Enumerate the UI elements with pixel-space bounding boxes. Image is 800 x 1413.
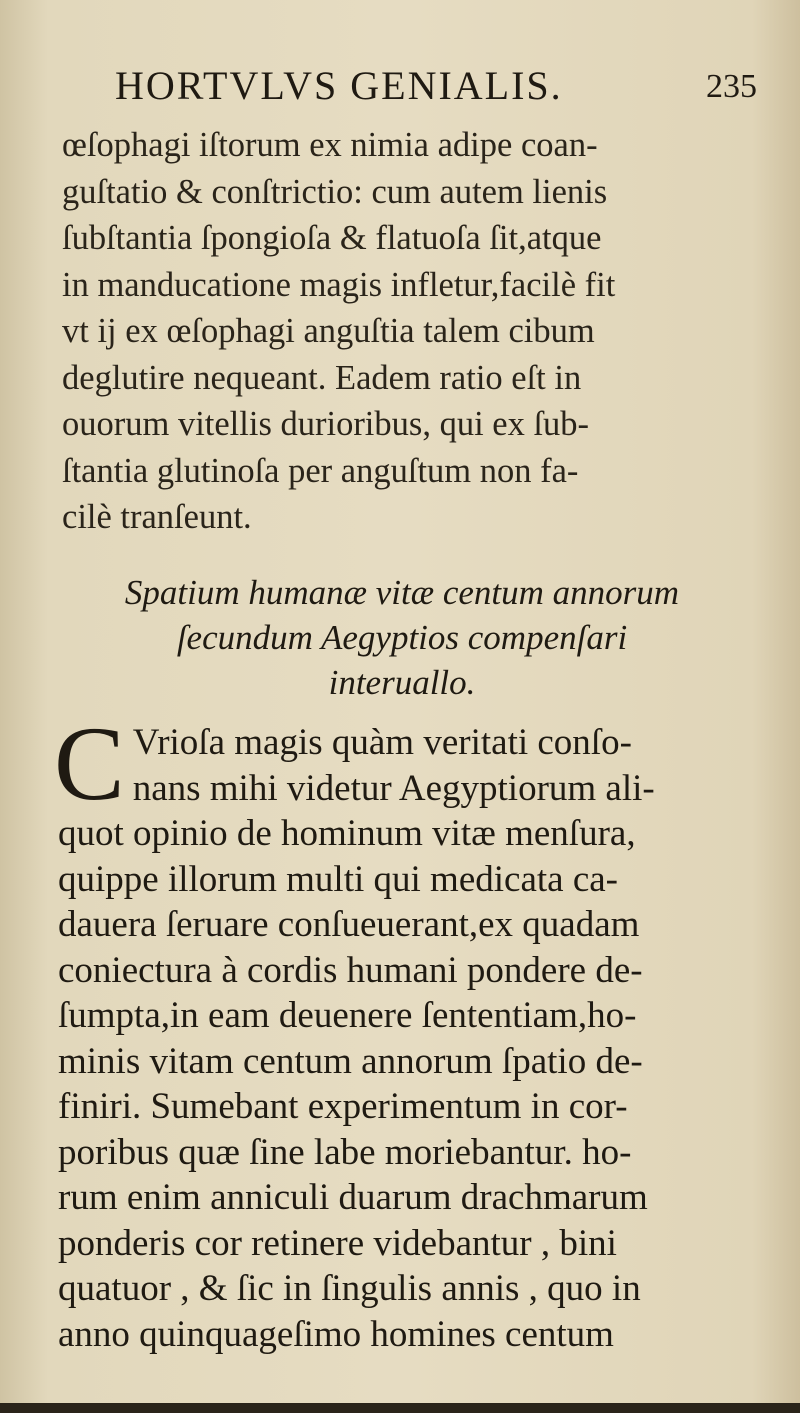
paragraph-main — [54, 705, 768, 1357]
text-line: dauera ſeruare conſueuerant,ex quadam — [58, 904, 640, 945]
text-line: rum enim anniculi duarum drachmarum — [58, 1177, 648, 1218]
drop-cap-initial: C — [54, 705, 125, 822]
text-line: ponderis cor retinere videbantur , bini — [58, 1222, 617, 1264]
text-line: in manducatione magis infletur,facilè fit — [62, 265, 616, 304]
text-line: ſtantia glutinoſa per anguſtum non fa- — [62, 451, 579, 490]
text-line: vt ij ex œſophagi anguſtia talem cibum — [62, 312, 595, 350]
text-line: œſophagi iſtorum ex nimia adipe coan- — [62, 126, 598, 164]
text-line: anno quinquageſimo homines centum — [58, 1313, 614, 1355]
text-line: quippe illorum multi qui medicata ca- — [58, 858, 618, 900]
heading-line: ſecundum Aegyptios compenſari — [176, 618, 628, 657]
paragraph-continued — [62, 122, 772, 541]
running-title: HORTVLVS GENIALIS. — [115, 63, 563, 108]
text-line: quot opinio de hominum vitæ menſura, — [58, 813, 636, 854]
text-line: cilè tranſeunt. — [62, 498, 252, 536]
text-line: deglutire nequeant. Eadem ratio eſt in — [62, 358, 582, 397]
page-edge — [0, 1403, 800, 1413]
text-line: ſubſtantia ſpongioſa & flatuoſa ſit,atque — [62, 219, 602, 257]
heading-line: interuallo. — [328, 663, 476, 702]
text-line: nans mihi videtur Aegyptiorum ali- — [132, 767, 655, 809]
text-line: guſtatio & conſtrictio: cum autem lienis — [62, 172, 608, 211]
text-line: minis vitam centum annorum ſpatio de- — [58, 1040, 643, 1082]
text-line: quatuor , & ſic in ſingulis annis , quo in — [58, 1268, 641, 1309]
text-line: finiri. Sumebant experimentum in cor- — [58, 1086, 628, 1127]
text-line: poribus quæ ſine labe moriebantur. ho- — [58, 1131, 632, 1173]
text-line: Vrioſa magis quàm veritati conſo- — [132, 722, 632, 763]
page-number: 235 — [706, 68, 757, 105]
section-heading — [62, 570, 742, 705]
page-header — [115, 62, 775, 112]
text-line: ſumpta,in eam deuenere ſententiam,ho- — [58, 995, 637, 1036]
heading-line: Spatium humanæ vitæ centum annorum — [124, 573, 680, 612]
text-line: ouorum vitellis durioribus, qui ex ſub- — [62, 405, 590, 443]
text-line: coniectura à cordis humani pondere de- — [58, 949, 643, 991]
